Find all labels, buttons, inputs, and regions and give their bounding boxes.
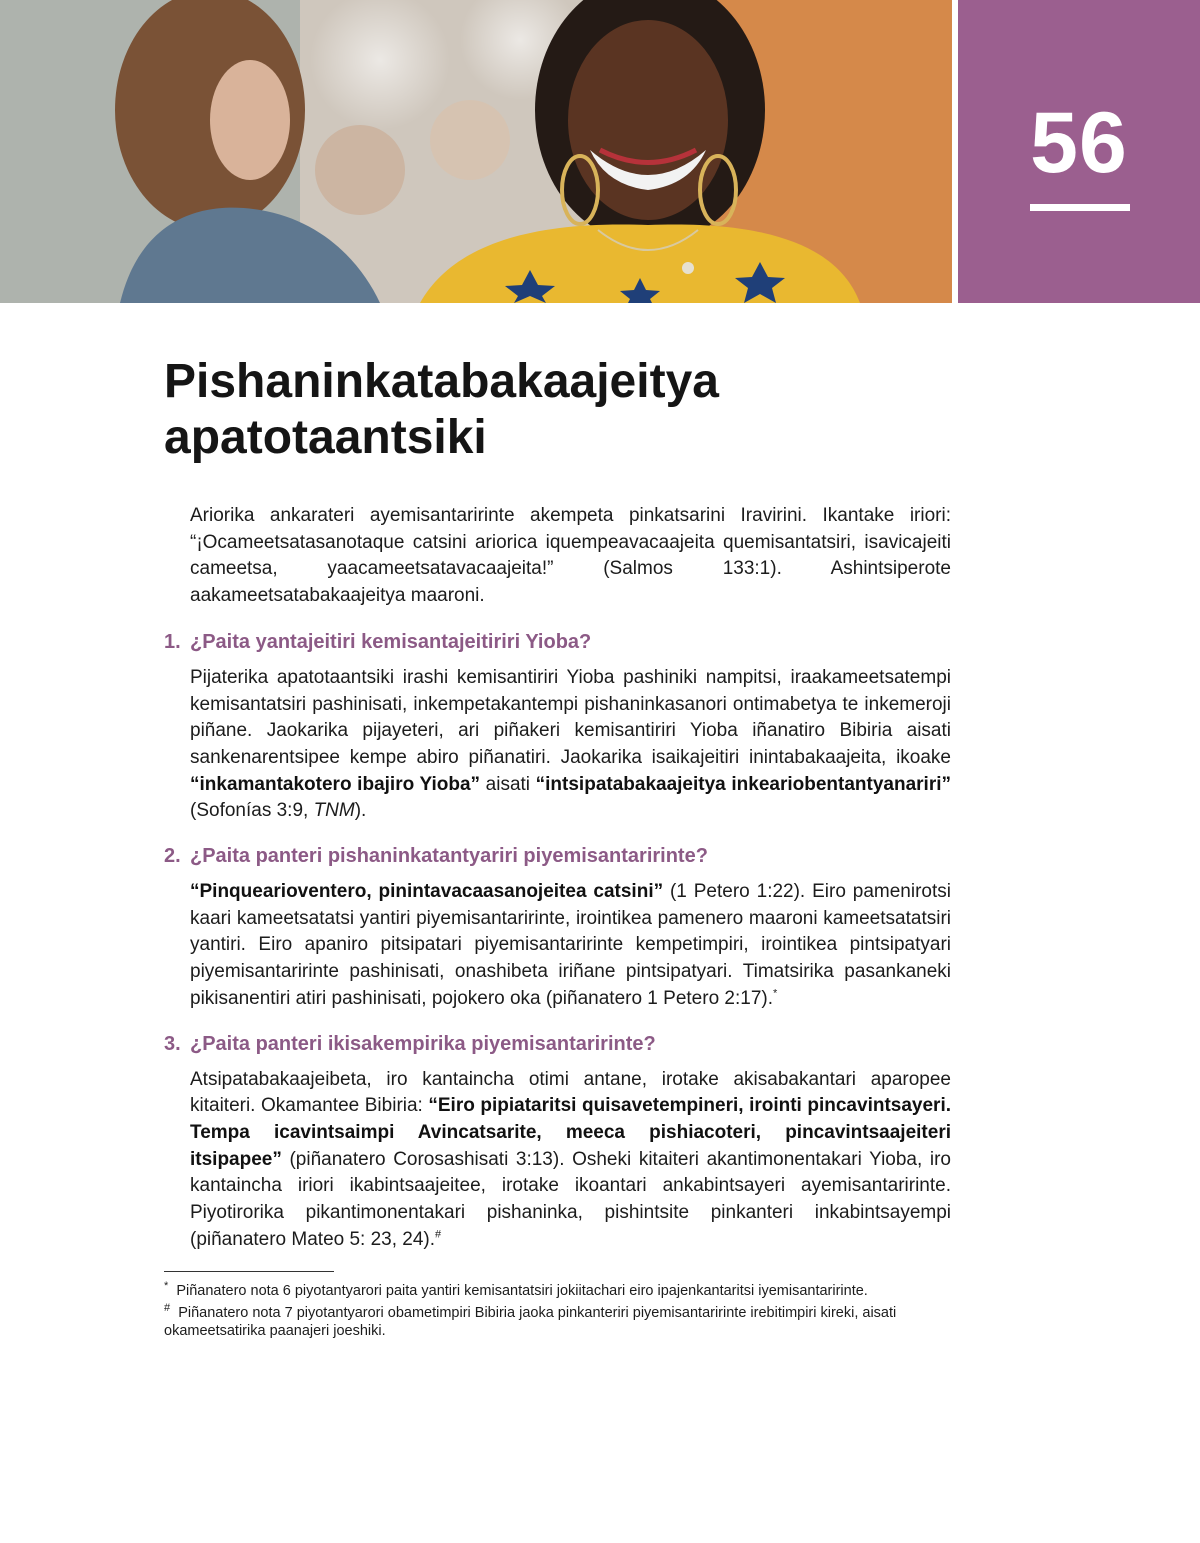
section-3-text: Atsipatabakaajeibeta, iro kantaincha otimi antane, irotake akisabakantari aparopee kitaiteri. Okamantee Bibiria: [190, 1068, 951, 1117]
hero-photo-illustration [0, 0, 952, 303]
section-1-text: Pijaterika apatotaantsiki irashi kemisantiriri Yioba pashiniki nampitsi, iraakameetsatempi kemisantatsiri pashinisati, inkempetakantempi pishaninkasanori ontimabetya te inkemeroji piñane. Jaokarika pijayeteri, ari piñakeri kemisantiriri Yioba iñanatiro Bibiria aisati sankenarentsipee kempe abiro piñanatiri. Jaokarika isaikajeitiri inintabakaajeita, ikoake [190, 666, 951, 768]
lesson-number-underline [1030, 204, 1130, 211]
footnote-2-text: Piñanatero nota 7 piyotantyarori obametimpiri Bibiria jaoka pinkanteriri piyemisantaririnte irebitimpiri kireki, aisati okameetsatirika paanajeri joeshiki. [164, 1304, 897, 1340]
section-1-text-2: aisati [480, 773, 536, 795]
section-3-question [164, 1031, 951, 1057]
footnote-2-mark: # [164, 1302, 171, 1315]
section-2-quote: “Pinquearioventero, pinintavacaasanojeitea catsini” [190, 881, 664, 903]
section-3-text-2: (piñanatero Corosashisati 3:13). Osheki kitaiteri akantimonentakari Yioba, iro kantaincha iriori ikabintsaajeitee, irotake ikoantari ankabintsayeri ayemisantaririnte. Piyotirorika pikantimonentakari pishaninka, pishintsite pinkanteri inkabintsayempi (piñanatero Mateo 5: 23, 24). [190, 1148, 951, 1250]
section-3 [164, 1031, 951, 1254]
section-1-paragraph [164, 665, 951, 825]
section-2-question [164, 843, 951, 869]
section-1 [164, 629, 951, 825]
section-3-number: 3. [164, 1032, 181, 1055]
section-1-quote-1: “inkamantakotero ibajiro Yioba” [190, 773, 481, 795]
section-1-question [164, 629, 951, 655]
lesson-body [164, 503, 951, 1344]
section-1-number: 1. [164, 630, 181, 653]
section-2-text: (1 Petero 1:22). Eiro pamenirotsi kaari kameetsatatsi yantiri piyemisantaririnte, irointikea pamenero maaroni kameetsatatsiri yantiri. Eiro apaniro pitsipatari piyemisantaririnte kempetimpiri, irointikea pintsipatyari piyemisantaririnte pashinisati, onashibeta iriñane pintsipatyari. Timatsirika pasankaneki pikisanentiri atiri pashinisati, pojokero oka (piñanatero 1 Petero 2:17). [190, 881, 951, 1009]
footnote-ref-hash[interactable]: # [435, 1228, 442, 1241]
page-title: Pishaninkatabakaajeitya apatotaantsiki [164, 355, 719, 464]
lesson-number: 56 [1030, 95, 1128, 191]
section-1-citation: (Sofonías 3:9, [190, 800, 314, 822]
footnote-1 [164, 1282, 951, 1301]
section-2-paragraph [164, 879, 951, 1013]
footnote-2 [164, 1304, 951, 1341]
section-3-quote: “Eiro pipiataritsi quisavetempineri, irointi pincavintsayeri. Tempa icavintsaimpi Avincatsarite, meeca pishiacoteri, pincavintsaajeiteri itsipapee” [190, 1095, 952, 1170]
section-2 [164, 843, 951, 1013]
section-3-question-text: ¿Paita panteri ikisakempirika piyemisantaririnte? [190, 1032, 656, 1055]
lesson-number-box [958, 0, 1200, 303]
section-1-question-text: ¿Paita yantajeitiri kemisantajeitiriri Yioba? [190, 630, 592, 653]
section-3-paragraph [164, 1067, 951, 1254]
section-2-question-text: ¿Paita panteri pishaninkatantyariri piyemisantaririnte? [190, 845, 708, 868]
section-2-number: 2. [164, 845, 181, 868]
intro-paragraph: Ariorika ankarateri ayemisantaririnte akempeta pinkatsarini Iravirini. Ikantake iriori: “¡Ocameetsatasanotaque catsini ariorica iquempeavacaajeita quemisantatsiri, isavicajeiti cameetsa, yaacameetsatavacaajeita!” (Salmos 133:1). Ashintsiperote aakameetsatabakaajeitya maaroni. [190, 505, 951, 607]
footnote-1-mark: * [164, 1280, 169, 1293]
section-1-quote-2: “intsipatabakaajeitya inkeariobentantyanariri” [535, 773, 951, 795]
section-1-citation-end: ). [354, 800, 367, 822]
footnote-divider [164, 1271, 334, 1272]
footnote-ref-star[interactable]: * [773, 987, 778, 1000]
footnote-1-text: Piñanatero nota 6 piyotantyarori paita yantiri kemisantatsiri jokiitachari eiro ipajenkantaritsi iyemisantaririnte. [176, 1283, 868, 1300]
hero-photo [0, 0, 952, 303]
section-1-citation-abbrev: TNM [313, 800, 355, 822]
